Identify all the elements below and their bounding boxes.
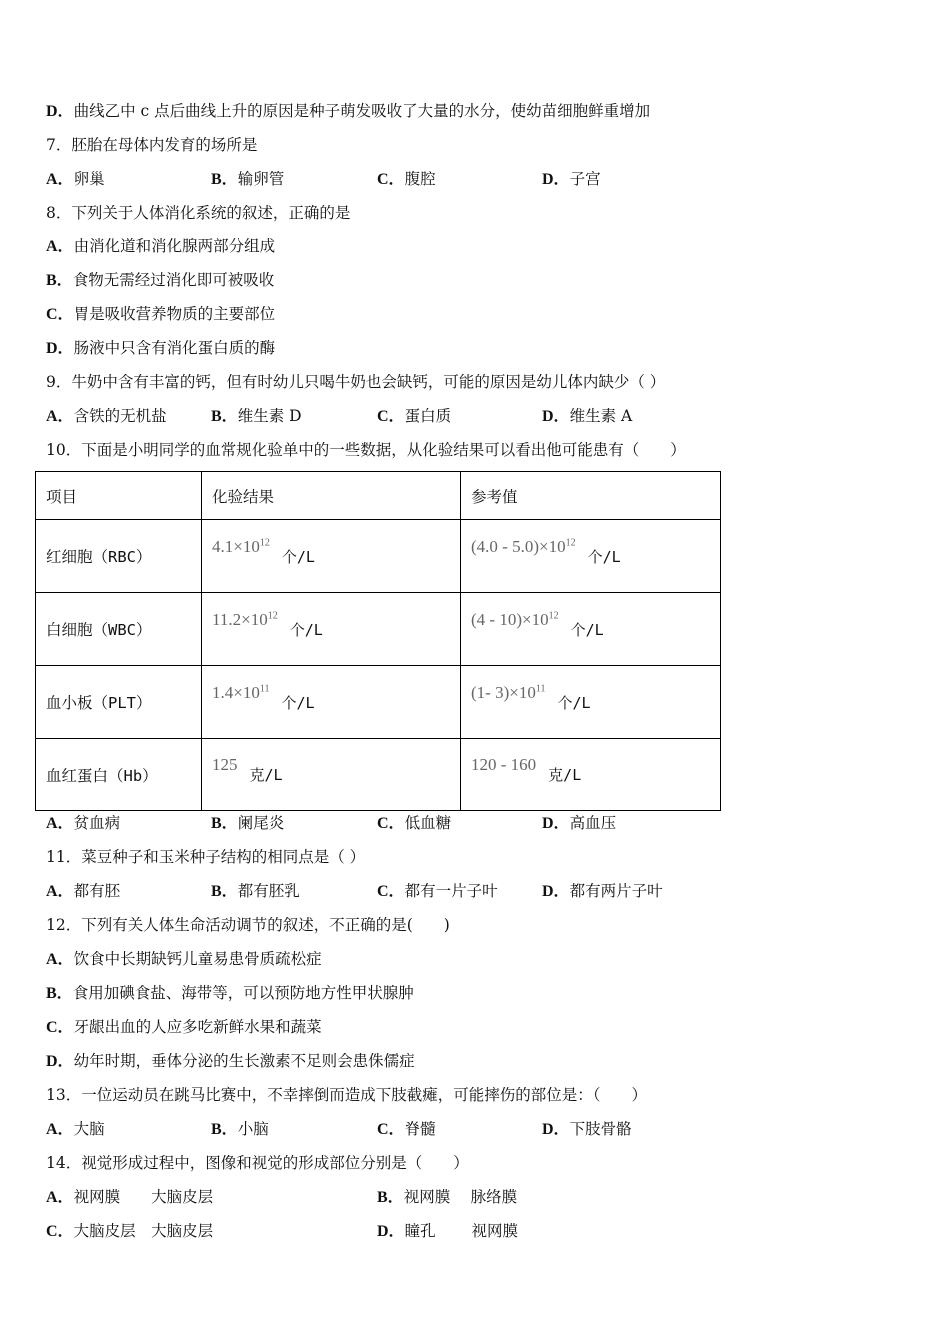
q12-option-b: B．食用加碘食盐、海带等，可以预防地方性甲状腺肿 <box>46 984 414 1002</box>
q9-option-a: A．含铁的无机盐 <box>46 407 167 425</box>
q7-option-a: A．卵巢 <box>46 170 105 188</box>
q8-option-b: B．食物无需经过消化即可被吸收 <box>46 271 275 289</box>
q12-option-c: C．牙龈出血的人应多吃新鲜水果和蔬菜 <box>46 1018 322 1036</box>
q14-option-d: D．瞳孔 视网膜 <box>377 1222 518 1240</box>
table-row <box>36 520 721 593</box>
q12-option-a: A．饮食中长期缺钙儿童易患骨质疏松症 <box>46 950 322 968</box>
q10-stem: 10．下面是小明同学的血常规化验单中的一些数据，从化验结果可以看出他可能患有（ ） <box>46 441 686 459</box>
q14-option-b: B．视网膜 脉络膜 <box>377 1188 518 1206</box>
header-item: 项目 <box>36 472 202 520</box>
blood-test-table <box>35 471 721 811</box>
table-header-row <box>36 472 721 520</box>
q14-stem: 14．视觉形成过程中，图像和视觉的形成部位分别是（ ） <box>46 1154 469 1172</box>
row-reference: (1- $3)\times 10^{11}$个/L <box>461 666 721 739</box>
q11-option-d: D．都有两片子叶 <box>542 882 663 900</box>
q13-stem: 13．一位运动员在跳马比赛中，不幸摔倒而造成下肢截瘫，可能摔伤的部位是：（ ） <box>46 1086 647 1104</box>
q11-option-a: A．都有胚 <box>46 882 121 900</box>
q9-option-d: D．维生素 A <box>542 407 633 425</box>
q10-option-b: B．阑尾炎 <box>211 814 285 832</box>
row-reference: $(4 - 10)\times 10^{12}$个/L <box>461 593 721 666</box>
q6-option-d: D．曲线乙中 c 点后曲线上升的原因是种子萌发吸收了大量的水分，使幼苗细胞鲜重增加 <box>46 102 651 120</box>
row-item: 白细胞（WBC） <box>36 593 202 666</box>
q8-option-c: C．胃是吸收营养物质的主要部位 <box>46 305 276 323</box>
q10-option-d: D．高血压 <box>542 814 617 832</box>
q11-option-b: B．都有胚乳 <box>211 882 300 900</box>
q8-stem: 8．下列关于人体消化系统的叙述，正确的是 <box>46 204 351 222</box>
q7-stem: 7．胚胎在母体内发育的场所是 <box>46 136 258 154</box>
row-result: $11.2\times 10^{12}$个/L <box>202 593 461 666</box>
q11-stem: 11．菜豆种子和玉米种子结构的相同点是（ ） <box>46 848 366 866</box>
row-reference: $(4.0 - 5.0)\times 10^{12}$个/L <box>461 520 721 593</box>
q7-option-d: D．子宫 <box>542 170 601 188</box>
q9-stem: 9．牛奶中含有丰富的钙，但有时幼儿只喝牛奶也会缺钙，可能的原因是幼儿体内缺少（ ） <box>46 373 666 391</box>
q13-option-d: D．下肢骨骼 <box>542 1120 632 1138</box>
q10-option-a: A．贫血病 <box>46 814 121 832</box>
q9-option-b: B．维生素 D <box>211 407 302 425</box>
row-item: 红细胞（RBC） <box>36 520 202 593</box>
q10-option-c: C．低血糖 <box>377 814 452 832</box>
row-item: 血红蛋白（Hb） <box>36 739 202 811</box>
row-result: $1.4\times 10^{11}$个/L <box>202 666 461 739</box>
q12-stem: 12．下列有关人体生命活动调节的叙述，不正确的是( ) <box>46 916 450 934</box>
row-result: $4.1\times 10^{12}$个/L <box>202 520 461 593</box>
q13-option-c: C．脊髓 <box>377 1120 436 1138</box>
q8-option-d: D．肠液中只含有消化蛋白质的酶 <box>46 339 276 357</box>
table-row <box>36 593 721 666</box>
header-reference: 参考值 <box>461 472 721 520</box>
header-result: 化验结果 <box>202 472 461 520</box>
q7-option-b: B．输卵管 <box>211 170 285 188</box>
q14-option-a: A．视网膜 大脑皮层 <box>46 1188 214 1206</box>
table-row <box>36 666 721 739</box>
q14-option-c: C．大脑皮层 大脑皮层 <box>46 1222 214 1240</box>
row-item: 血小板（PLT） <box>36 666 202 739</box>
q9-option-c: C．蛋白质 <box>377 407 452 425</box>
q7-option-c: C．腹腔 <box>377 170 436 188</box>
q12-option-d: D．幼年时期，垂体分泌的生长激素不足则会患侏儒症 <box>46 1052 415 1070</box>
table-row <box>36 739 721 811</box>
q13-option-a: A．大脑 <box>46 1120 105 1138</box>
row-result: 125克/L <box>202 739 461 811</box>
q11-option-c: C．都有一片子叶 <box>377 882 498 900</box>
q13-option-b: B．小脑 <box>211 1120 269 1138</box>
row-reference: 120 - 160克/L <box>461 739 721 811</box>
q8-option-a: A．由消化道和消化腺两部分组成 <box>46 237 276 255</box>
